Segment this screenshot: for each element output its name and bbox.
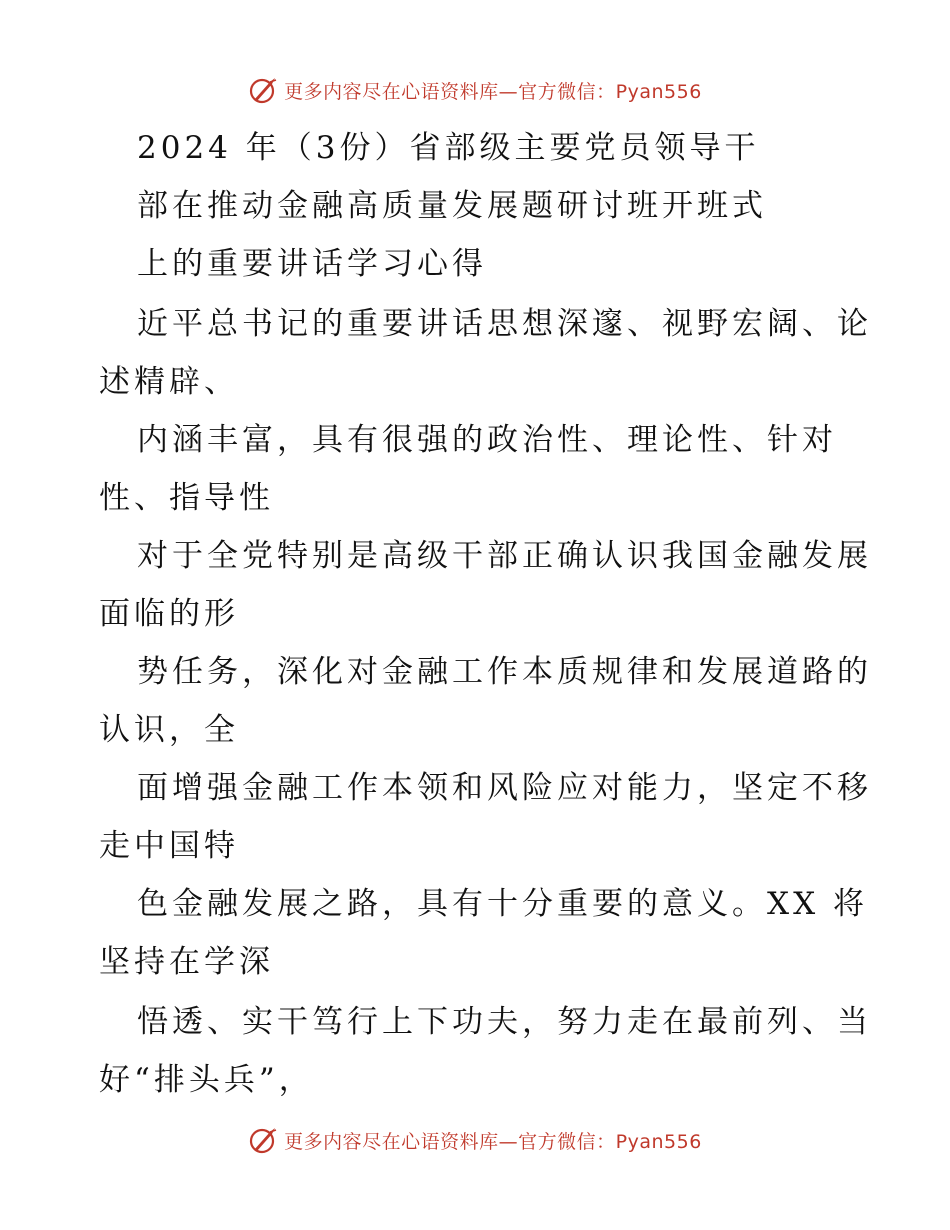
title-line-3: 上的重要讲话学习心得: [137, 246, 487, 282]
body-line: 势任务，深化对金融工作本质规律和发展道路的: [137, 654, 872, 690]
body-line: 面增强金融工作本领和风险应对能力，坚定不移: [137, 770, 872, 806]
quill-pen-icon: [248, 1124, 280, 1156]
footer-watermark-banner: [0, 1120, 950, 1160]
quill-pen-icon: [248, 74, 280, 106]
body-line: 坚持在学深: [99, 944, 274, 980]
body-line: 色金融发展之路，具有十分重要的意义。XX 将: [137, 886, 868, 922]
title-line-1: 2024 年（3份）省部级主要党员领导干: [137, 130, 760, 166]
header-watermark-banner: [0, 70, 950, 110]
banner-text: 更多内容尽在心语资料库—官方微信：Pyan556: [284, 1130, 702, 1153]
body-line: 认识，全: [99, 712, 239, 748]
body-line: 好“排头兵”，: [99, 1062, 314, 1098]
body-line: 述精辟、: [99, 364, 239, 400]
body-line: 对于全党特别是高级干部正确认识我国金融发展: [137, 538, 872, 574]
body-line: 面临的形: [99, 596, 239, 632]
body-line: 近平总书记的重要讲话思想深邃、视野宏阔、论: [137, 306, 872, 342]
body-line: 内涵丰富，具有很强的政治性、理论性、针对: [137, 422, 837, 458]
body-line: 走中国特: [99, 828, 239, 864]
body-line: 悟透、实干笃行上下功夫，努力走在最前列、当: [137, 1004, 872, 1040]
body-line: 性、指导性: [99, 480, 274, 516]
banner-text: 更多内容尽在心语资料库—官方微信：Pyan556: [284, 80, 702, 103]
title-line-2: 部在推动金融高质量发展题研讨班开班式: [137, 188, 767, 224]
